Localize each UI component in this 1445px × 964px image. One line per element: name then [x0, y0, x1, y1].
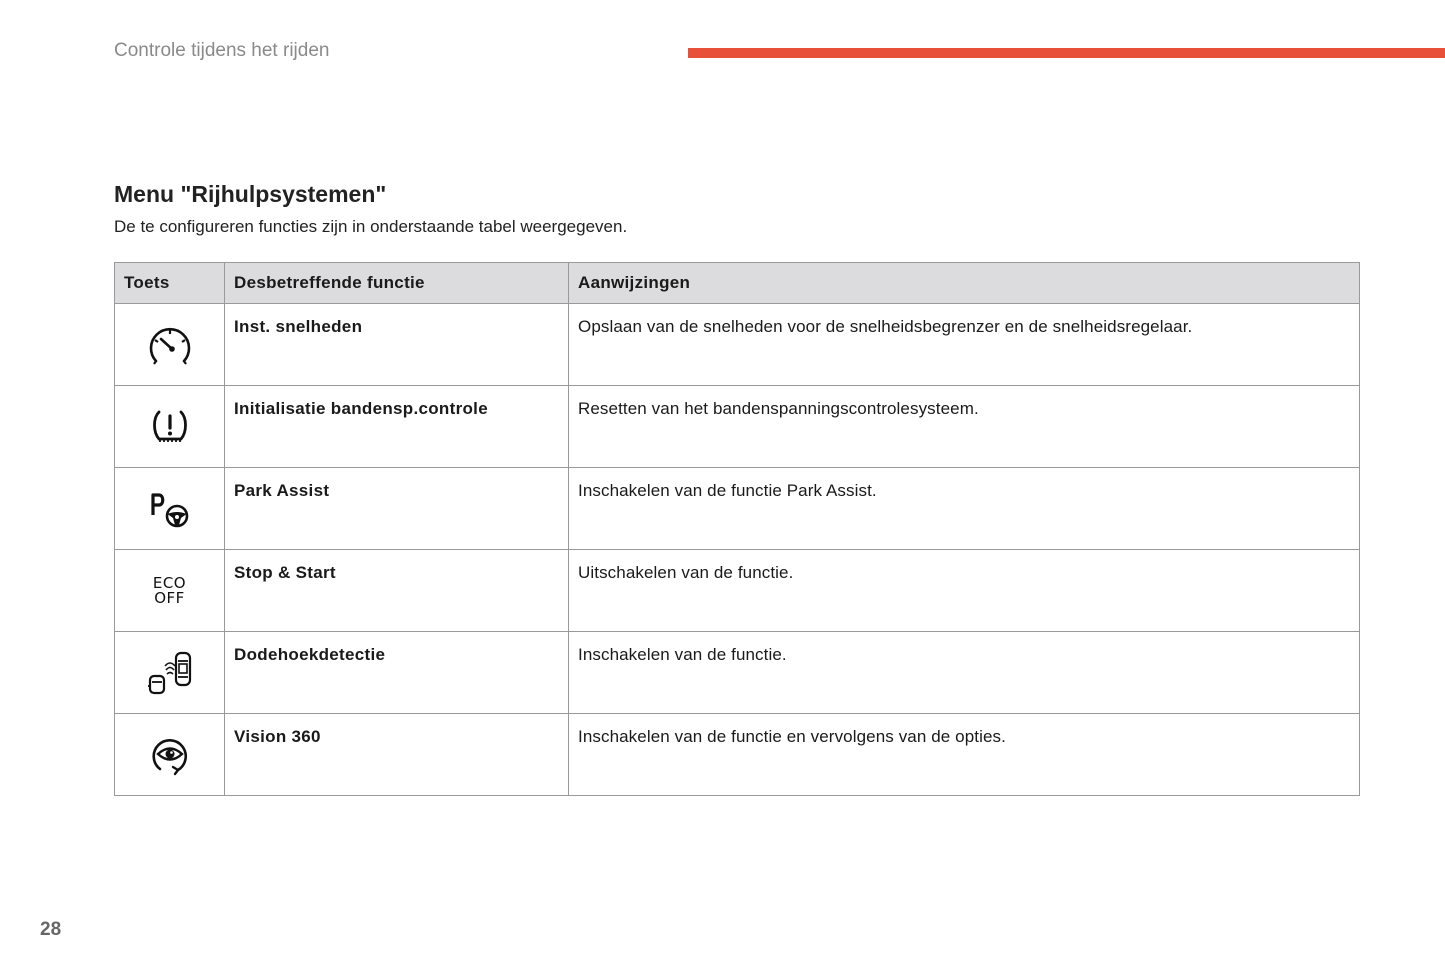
key-cell [115, 304, 225, 386]
table-row [115, 468, 1360, 550]
vision-360-icon [149, 734, 191, 776]
running-header: Controle tijdens het rijden [114, 40, 330, 61]
key-cell [115, 714, 225, 796]
function-note: Uitschakelen van de functie. [569, 550, 1360, 632]
key-cell [115, 386, 225, 468]
header-accent-bar [688, 48, 1445, 58]
eco-off-icon [115, 573, 224, 607]
function-note: Inschakelen van de functie. [569, 632, 1360, 714]
page-number: 28 [40, 919, 62, 940]
eco-label: ECO [152, 573, 187, 592]
column-header-function: Desbetreffende functie [225, 263, 569, 304]
function-name: Vision 360 [225, 714, 569, 796]
key-cell [115, 550, 225, 632]
function-name: Park Assist [225, 468, 569, 550]
function-note: Inschakelen van de functie Park Assist. [569, 468, 1360, 550]
table-header-row [115, 263, 1360, 304]
function-note: Opslaan van de snelheden voor de snelheidsbegrenzer en de snelheidsregelaar. [569, 304, 1360, 386]
function-name: Inst. snelheden [225, 304, 569, 386]
column-header-key: Toets [115, 263, 225, 304]
table-row [115, 714, 1360, 796]
function-note: Resetten van het bandenspanningscontrolesysteem. [569, 386, 1360, 468]
column-header-notes: Aanwijzingen [569, 263, 1360, 304]
function-name: Dodehoekdetectie [225, 632, 569, 714]
function-name: Initialisatie bandensp.controle [225, 386, 569, 468]
key-cell [115, 632, 225, 714]
off-label: OFF [154, 588, 185, 607]
function-note: Inschakelen van de functie en vervolgens van de opties. [569, 714, 1360, 796]
function-name: Stop & Start [225, 550, 569, 632]
table-row [115, 550, 1360, 632]
key-cell [115, 468, 225, 550]
blind-spot-icon [145, 650, 195, 696]
tire-pressure-warning-icon [150, 407, 190, 447]
table-row [115, 304, 1360, 386]
section-title: Menu "Rijhulpsystemen" [114, 181, 387, 207]
table-row [115, 632, 1360, 714]
table-row [115, 386, 1360, 468]
speedometer-icon [146, 323, 194, 367]
section-intro: De te configureren functies zijn in onderstaande tabel weergegeven. [114, 217, 628, 236]
functions-table [114, 262, 1360, 796]
park-assist-icon [148, 489, 192, 529]
